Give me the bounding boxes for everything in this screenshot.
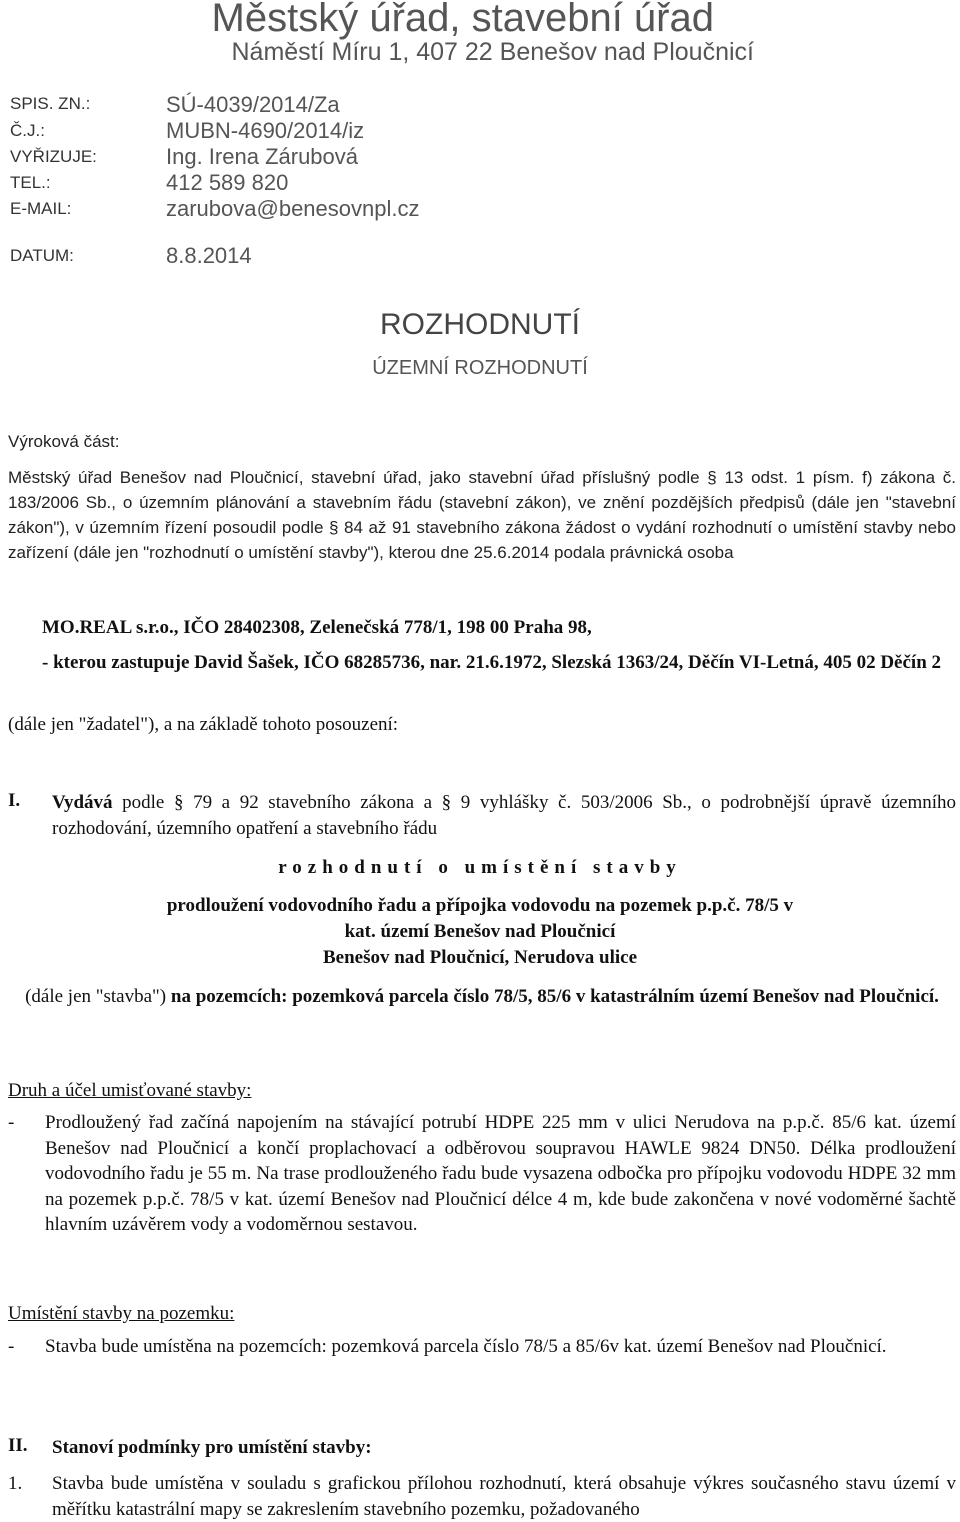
section-2-item-number: 1.: [8, 1473, 23, 1494]
meta-value-spis: SÚ-4039/2014/Za: [166, 92, 340, 117]
verdict-heading: Výroková část:: [8, 432, 120, 451]
section-1-number: I.: [8, 790, 21, 811]
umisteni-text: Stavba bude umístěna na pozemcích: pozemková parcela číslo 78/5 a 85/6v kat. území Benešov nad Ploučnicí.: [45, 1336, 887, 1357]
section-2-item-text: Stavba bude umístěna v souladu s grafickou přílohou rozhodnutí, která obsahuje výkres současného stavu území v měřítku katastrální mapy se zakreslením stavebního pozemku, požadovaného: [52, 1473, 956, 1520]
applicant-representative: - kterou zastupuje David Šašek, IČO 68285736, nar. 21.6.1972, Slezská 1363/24, Děčín VI-Letná, 405 02 Děčín 2: [42, 652, 942, 673]
meta-label-datum: DATUM:: [10, 246, 74, 265]
meta-value-tel: 412 589 820: [166, 170, 289, 195]
umisteni-heading: Umístění stavby na pozemku:: [8, 1303, 235, 1324]
meta-label-email: E-MAIL:: [10, 199, 72, 218]
office-name: Městský úřad, stavební úřad: [211, 0, 714, 40]
location-line: Benešov nad Ploučnicí, Nerudova ulice: [322, 947, 638, 968]
document-title: ROZHODNUTÍ: [380, 308, 580, 341]
druh-dash: -: [8, 1112, 15, 1133]
decision-title: rozhodnutí o umístění stavby: [278, 857, 682, 878]
meta-value-cj: MUBN-4690/2014/iz: [166, 118, 365, 143]
druh-heading: Druh a účel umisťované stavby:: [8, 1080, 252, 1101]
office-address: Náměstí Míru 1, 407 22 Benešov nad Ploučnicí: [231, 38, 754, 66]
section-1-text: [52, 790, 956, 841]
meta-label-spis: SPIS. ZN.:: [10, 94, 91, 113]
meta-value-datum: 8.8.2014: [166, 243, 252, 268]
meta-label-tel: TEL.:: [10, 173, 51, 192]
stavba-bold: na pozemcích: pozemková parcela číslo 78/5, 85/6 v katastrálním území Benešov nad Ploučnicí.: [170, 986, 939, 1007]
meta-label-cj: Č.J.:: [10, 121, 45, 140]
applicant-note: (dále jen "žadatel"), a na základě tohoto posouzení:: [8, 714, 399, 735]
document-subtitle: ÚZEMNÍ ROZHODNUTÍ: [372, 357, 588, 379]
section-1-lead: Vydává: [52, 792, 113, 813]
section-2-number: II.: [8, 1435, 28, 1456]
intro-paragraph: Městský úřad Benešov nad Ploučnicí, stavební úřad, jako stavební úřad příslušný podle § 13 odst. 1 písm. f) zákona č. 183/2006 Sb., o územním plánování a stavebním řádu (stavební zákon), ve znění pozdějších předpisů (dále jen "stavební zákon"), v územním řízení posoudil podle § 84 až 91 stavebního zákona žádost o vydání rozhodnutí o umístění stavby nebo zařízení (dále jen "rozhodnutí o umístění stavby"), kterou dne 25.6.2014 podala právnická osoba: [8, 468, 956, 562]
meta-value-vyrizuje: Ing. Irena Zárubová: [166, 144, 359, 169]
meta-value-email[interactable]: zarubova@benesovnpl.cz: [166, 196, 420, 221]
druh-text: Prodloužený řad začíná napojením na stávající potrubí HDPE 225 mm v ulici Nerudova na p.p.č. 85/6 kat. území Benešov nad Ploučnicí a končí proplachovací a odběrovou soupravou HAWLE 9824 DN50. Délka prodloužení vodovodního řadu je 55 m. Na trase prodlouženého řadu bude vysazena odbočka pro přípojku vodovodu HDPE 32 mm na pozemek p.p.č. 78/5 v kat. území Benešov nad Ploučnicí délce 4 m, kde bude zakončena v nové vodoměrné šachtě hlavním uzávěrem vody a vodoměrnou sestavou.: [45, 1112, 956, 1235]
project-line: prodloužení vodovodního řadu a přípojka vodovodu na pozemek p.p.č. 78/5 v kat. území Benešov nad Ploučnicí: [166, 895, 794, 942]
meta-label-vyrizuje: VYŘIZUJE:: [10, 147, 97, 166]
stavba-prefix: (dále jen "stavba"): [25, 986, 167, 1007]
stavba-line: [8, 984, 956, 1010]
section-2-heading: Stanoví podmínky pro umístění stavby:: [52, 1437, 372, 1458]
section-1-body: podle § 79 a 92 stavebního zákona a § 9 vyhlášky č. 503/2006 Sb., o podrobnější úpravě územního rozhodování, územního opatření a stavebního řádu: [52, 792, 956, 839]
umisteni-dash: -: [8, 1336, 15, 1357]
applicant-company: MO.REAL s.r.o., IČO 28402308, Zelenečská 778/1, 198 00 Praha 98,: [42, 617, 592, 638]
